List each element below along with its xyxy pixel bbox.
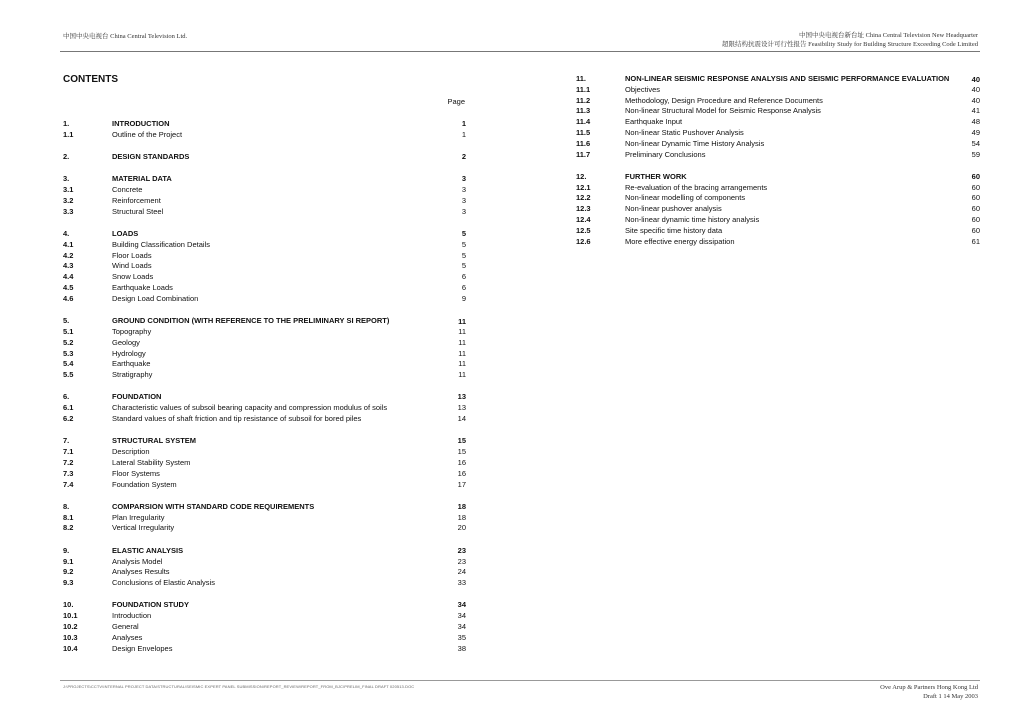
footer-right [880, 684, 978, 701]
entry-page: 60 [971, 215, 980, 225]
entry-number: 8.1 [63, 512, 74, 522]
toc-entry[interactable] [63, 567, 466, 578]
entry-title: Description [112, 447, 150, 457]
entry-page: 6 [461, 283, 466, 293]
section-page: 13 [457, 392, 466, 402]
toc-section-heading[interactable] [576, 74, 980, 85]
toc-section [63, 152, 466, 163]
entry-title: Analyses [112, 632, 143, 642]
toc-section [576, 172, 980, 248]
section-number: 1. [63, 119, 70, 128]
entry-number: 4.6 [63, 293, 74, 303]
entry-title: Analysis Model [112, 556, 163, 566]
entry-title: Preliminary Conclusions [625, 149, 706, 159]
section-title: MATERIAL DATA [112, 174, 172, 184]
toc-section [63, 174, 466, 217]
entry-title: Standard values of shaft friction and tip resistance of subsoil for bored piles [112, 414, 362, 424]
entry-number: 12.4 [576, 215, 591, 225]
entry-number: 4.2 [63, 250, 74, 260]
entry-title: Conclusions of Elastic Analysis [112, 578, 215, 588]
toc-section [63, 546, 466, 589]
entry-number: 5.2 [63, 337, 74, 347]
entry-number: 9.2 [63, 567, 74, 577]
entry-number: 11.1 [576, 84, 591, 94]
toc-entry[interactable] [63, 523, 466, 534]
entry-page: 49 [971, 127, 980, 137]
section-page: 23 [457, 545, 466, 555]
toc-entry[interactable] [63, 480, 466, 491]
toc-entry[interactable] [63, 327, 466, 338]
entry-number: 4.1 [63, 239, 74, 249]
entry-title: Earthquake Input [625, 117, 683, 127]
header-divider [60, 51, 980, 52]
toc-section-heading[interactable] [576, 172, 980, 183]
toc-entry[interactable] [63, 349, 466, 360]
page-column-label: Page [447, 97, 465, 106]
section-page: 11 [458, 316, 466, 326]
toc-entry[interactable] [63, 578, 466, 589]
footer-divider [60, 680, 980, 681]
entry-page: 38 [457, 643, 466, 653]
entry-page: 20 [457, 523, 466, 533]
entry-number: 5.5 [63, 370, 74, 380]
toc-entry[interactable] [576, 226, 980, 237]
entry-number: 3.3 [63, 206, 74, 216]
section-page: 15 [457, 436, 466, 446]
entry-number: 11.4 [576, 117, 591, 127]
entry-number: 1.1 [63, 129, 74, 139]
entry-page: 60 [971, 182, 980, 192]
toc-entry[interactable] [63, 557, 466, 568]
entry-number: 9.3 [63, 578, 74, 588]
entry-page: 24 [457, 567, 466, 577]
toc-entry[interactable] [63, 185, 466, 196]
entry-title: Site specific time history data [625, 225, 723, 235]
entry-number: 12.6 [576, 236, 591, 246]
entry-title: Introduction [112, 611, 152, 621]
footer-company: Ove Arup & Partners Hong Kong Ltd [880, 684, 978, 691]
section-title: FOUNDATION [112, 392, 162, 402]
entry-page: 11 [458, 348, 466, 358]
entry-number: 7.2 [63, 457, 74, 467]
toc-section-heading[interactable] [63, 174, 466, 185]
section-title: ELASTIC ANALYSIS [112, 545, 184, 555]
entry-page: 17 [457, 479, 466, 489]
entry-number: 12.3 [576, 204, 591, 214]
entry-title: Non-linear dynamic time history analysis [625, 215, 760, 225]
entry-number: 11.7 [576, 149, 591, 159]
section-number: 9. [63, 545, 70, 555]
entry-title: Floor Loads [112, 250, 152, 260]
entry-page: 35 [457, 632, 466, 642]
entry-title: Structural Steel [112, 206, 164, 216]
entry-title: Earthquake Loads [112, 283, 173, 293]
entry-page: 54 [971, 138, 980, 148]
entry-page: 16 [457, 457, 466, 467]
entry-page: 3 [461, 195, 466, 205]
entry-title: Building Classification Details [112, 239, 210, 249]
entry-number: 3.2 [63, 195, 74, 205]
entry-number: 8.2 [63, 523, 74, 533]
entry-page: 33 [457, 578, 466, 588]
entry-number: 10.4 [63, 643, 78, 653]
entry-number: 11.3 [576, 106, 591, 116]
toc-entry[interactable] [576, 128, 980, 139]
entry-number: 5.4 [63, 359, 74, 369]
toc-entry[interactable] [63, 633, 466, 644]
section-number: 10. [63, 600, 74, 610]
section-number: 4. [63, 229, 70, 239]
section-number: 2. [63, 152, 70, 162]
entry-title: Objectives [625, 84, 661, 94]
toc-section-heading[interactable] [63, 152, 466, 163]
section-title: FURTHER WORK [625, 171, 687, 181]
entry-number: 11.2 [576, 95, 591, 105]
toc-entry[interactable] [63, 370, 466, 381]
section-number: 8. [63, 501, 70, 511]
section-title: NON-LINEAR SEISMIC RESPONSE ANALYSIS AND SEISMIC PERFORMANCE EVALUATION [625, 74, 950, 83]
entry-title: Foundation System [112, 479, 177, 489]
entry-title: Vertical Irregularity [112, 523, 175, 533]
entry-page: 23 [457, 556, 466, 566]
toc-entry[interactable] [63, 283, 466, 294]
entry-number: 12.2 [576, 193, 591, 203]
entry-title: Non-linear modelling of components [625, 193, 746, 203]
section-page: 60 [971, 171, 980, 181]
entry-page: 5 [461, 239, 466, 249]
entry-page: 34 [457, 611, 466, 621]
toc-right-column [576, 74, 980, 259]
toc-entry[interactable] [63, 644, 466, 655]
entry-page: 5 [461, 261, 466, 271]
toc-entry[interactable] [63, 469, 466, 480]
toc-entry[interactable] [63, 261, 466, 272]
entry-page: 15 [457, 447, 466, 457]
entry-number: 7.4 [63, 479, 74, 489]
toc-entry[interactable] [576, 204, 980, 215]
entry-page: 6 [461, 272, 466, 282]
section-title: INTRODUCTION [112, 119, 170, 128]
entry-title: Design Envelopes [112, 643, 173, 653]
entry-page: 11 [458, 337, 466, 347]
entry-page: 11 [458, 370, 466, 380]
toc-section-heading[interactable] [63, 502, 466, 513]
entry-number: 11.5 [576, 127, 591, 137]
toc-entry[interactable] [63, 513, 466, 524]
toc-entry[interactable] [63, 359, 466, 370]
section-number: 3. [63, 174, 70, 184]
section-number: 12. [576, 171, 587, 181]
entry-title: Non-linear Dynamic Time History Analysis [625, 138, 765, 148]
footer-file-path: J:\PROJECTS\CCTV\INTERNAL PROJECT DATA\STRUCTURAL\SEISMIC EXPERT PANEL SUBMISSION\REPORT_REVIEW\REPORT_FROM_BJC\PRELIM_FINAL DRAFT 020513.DOC [63, 684, 415, 689]
section-title: STRUCTURAL SYSTEM [112, 436, 197, 446]
toc-entry[interactable] [576, 117, 980, 128]
entry-number: 5.3 [63, 348, 74, 358]
toc-entry[interactable] [63, 447, 466, 458]
entry-number: 11.6 [576, 138, 591, 148]
section-page: 5 [461, 229, 466, 239]
entry-page: 14 [457, 414, 466, 424]
entry-page: 40 [971, 95, 980, 105]
toc-entry[interactable] [63, 207, 466, 218]
toc-section-heading[interactable] [63, 546, 466, 557]
section-number: 7. [63, 436, 70, 446]
toc-section [576, 74, 980, 160]
toc-entry[interactable] [576, 139, 980, 150]
toc-section-heading[interactable] [63, 229, 466, 240]
entry-number: 12.1 [576, 182, 591, 192]
entry-page: 11 [458, 326, 466, 336]
entry-title: Reinforcement [112, 195, 161, 205]
entry-number: 4.3 [63, 261, 74, 271]
entry-number: 6.1 [63, 403, 74, 413]
section-title: GROUND CONDITION (WITH REFERENCE TO THE PRELIMINARY SI REPORT) [112, 316, 390, 326]
entry-title: Earthquake [112, 359, 151, 369]
section-number: 6. [63, 392, 70, 402]
entry-page: 18 [457, 512, 466, 522]
toc-left-column [63, 119, 466, 666]
entry-title: Lateral Stability System [112, 457, 191, 467]
toc-entry[interactable] [63, 251, 466, 262]
toc-entry[interactable] [63, 272, 466, 283]
toc-entry[interactable] [576, 215, 980, 226]
toc-entry[interactable] [63, 196, 466, 207]
toc-entry[interactable] [63, 414, 466, 425]
section-number: 5. [63, 316, 70, 326]
entry-number: 3.1 [63, 185, 74, 195]
toc-section-heading[interactable] [63, 119, 466, 130]
entry-number: 10.3 [63, 632, 78, 642]
toc-entry[interactable] [63, 130, 466, 141]
entry-title: Stratigraphy [112, 370, 153, 380]
entry-title: Topography [112, 326, 152, 336]
section-number: 11. [576, 74, 587, 83]
entry-title: Methodology, Design Procedure and Reference Documents [625, 95, 823, 105]
toc-section [63, 502, 466, 534]
entry-page: 60 [971, 193, 980, 203]
entry-page: 40 [971, 84, 980, 94]
toc-entry[interactable] [63, 622, 466, 633]
entry-page: 1 [461, 129, 466, 139]
entry-page: 60 [971, 225, 980, 235]
toc-entry[interactable] [576, 193, 980, 204]
entry-number: 6.2 [63, 414, 74, 424]
toc-section [63, 600, 466, 654]
toc-entry[interactable] [63, 458, 466, 469]
entry-title: Plan Irregularity [112, 512, 165, 522]
entry-title: Non-linear pushover analysis [625, 204, 722, 214]
header-left-text: 中国中央电视台 China Central Television Ltd. [63, 33, 188, 40]
toc-section-heading[interactable] [63, 436, 466, 447]
entry-title: Re-evaluation of the bracing arrangements [625, 182, 768, 192]
entry-title: More effective energy dissipation [625, 236, 735, 246]
entry-page: 3 [461, 206, 466, 216]
entry-number: 9.1 [63, 556, 74, 566]
entry-title: Hydrology [112, 348, 146, 358]
entry-title: General [112, 621, 139, 631]
entry-page: 34 [457, 621, 466, 631]
header-right-line1: 中国中央电视台新台址 China Central Television New Headquarter [798, 32, 978, 39]
section-page: 3 [461, 174, 466, 184]
entry-number: 10.1 [63, 611, 78, 621]
entry-page: 13 [457, 403, 466, 413]
section-title: DESIGN STANDARDS [112, 152, 190, 162]
section-title: COMPARSION WITH STANDARD CODE REQUIREMENTS [112, 501, 315, 511]
toc-entry[interactable] [576, 150, 980, 161]
toc-entry[interactable] [576, 106, 980, 117]
entry-page: 60 [971, 204, 980, 214]
toc-section [63, 316, 466, 381]
toc-entry[interactable] [63, 611, 466, 622]
entry-number: 4.5 [63, 283, 74, 293]
entry-page: 3 [461, 185, 466, 195]
entry-title: Geology [112, 337, 140, 347]
entry-page: 9 [461, 293, 466, 303]
section-page: 40 [971, 74, 980, 84]
toc-section [63, 229, 466, 305]
entry-number: 5.1 [63, 326, 74, 336]
entry-number: 12.5 [576, 225, 591, 235]
toc-section [63, 436, 466, 490]
header-right [722, 31, 978, 49]
header-right-line2: 超限结构抗震设计可行性报告 Feasibility Study for Building Structure Exceeding Code Limited [721, 41, 978, 48]
entry-title: Design Load Combination [112, 293, 199, 303]
section-title: LOADS [112, 229, 139, 239]
entry-title: Outline of the Project [112, 129, 183, 139]
toc-section-heading[interactable] [63, 392, 466, 403]
entry-title: Snow Loads [112, 272, 154, 282]
toc-entry[interactable] [576, 237, 980, 248]
toc-section [63, 119, 466, 141]
entry-number: 7.3 [63, 468, 74, 478]
entry-page: 41 [971, 106, 980, 116]
entry-number: 7.1 [63, 447, 74, 457]
entry-page: 11 [458, 359, 466, 369]
section-page: 34 [457, 600, 466, 610]
toc-entry[interactable] [63, 294, 466, 305]
entry-number: 10.2 [63, 621, 78, 631]
toc-entry[interactable] [63, 240, 466, 251]
toc-entry[interactable] [576, 85, 980, 96]
toc-section [63, 392, 466, 424]
section-title: FOUNDATION STUDY [112, 600, 189, 610]
contents-title: CONTENTS [63, 74, 118, 85]
entry-title: Characteristic values of subsoil bearing capacity and compression modulus of soils [112, 403, 388, 413]
toc-section-heading[interactable] [63, 600, 466, 611]
entry-title: Non-linear Static Pushover Analysis [625, 127, 744, 137]
entry-title: Non-linear Structural Model for Seismic Response Analysis [625, 106, 821, 116]
entry-number: 4.4 [63, 272, 74, 282]
entry-title: Concrete [112, 185, 143, 195]
footer-draft-date: Draft 1 14 May 2003 [923, 692, 978, 700]
toc-entry[interactable] [63, 403, 466, 414]
section-page: 18 [457, 501, 466, 511]
section-page: 1 [461, 119, 466, 128]
entry-page: 16 [457, 468, 466, 478]
entry-page: 59 [971, 149, 980, 159]
toc-section-heading[interactable] [63, 316, 466, 327]
entry-title: Analyses Results [112, 567, 170, 577]
toc-entry[interactable] [576, 183, 980, 194]
toc-entry[interactable] [63, 338, 466, 349]
entry-page: 61 [971, 236, 980, 246]
entry-title: Floor Systems [112, 468, 160, 478]
entry-title: Wind Loads [112, 261, 152, 271]
section-page: 2 [461, 152, 466, 162]
entry-page: 48 [971, 117, 980, 127]
toc-entry[interactable] [576, 96, 980, 107]
entry-page: 5 [461, 250, 466, 260]
